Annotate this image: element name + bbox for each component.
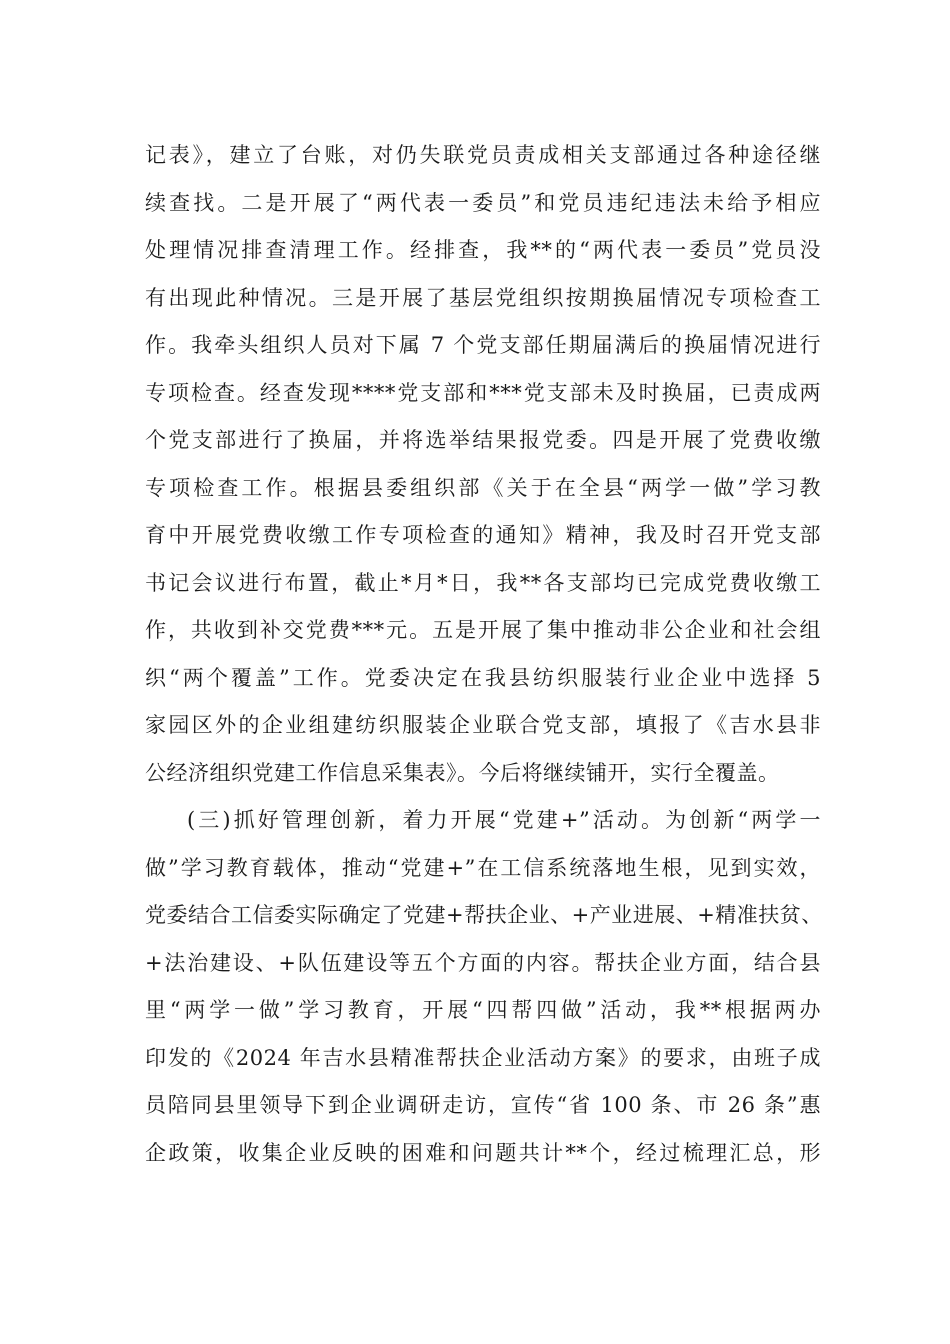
text-line: 作。我牵头组织人员对下属 7 个党支部任期届满后的换届情况进行 [145,333,821,357]
text-line: 专项检查。经查发现****党支部和***党支部未及时换届，已责成两 [145,380,821,405]
text-line: 作，共收到补交党费***元。五是开展了集中推动非公企业和社会组 [145,618,821,642]
text-line: 专项检查工作。根据县委组织部《关于在全县“两学一做”学习教 [145,475,821,500]
text-line: 家园区外的企业组建纺织服装企业联合党支部，填报了《吉水县非 [145,713,821,737]
text-line: 处理情况排查清理工作。经排查，我**的“两代表一委员”党员没 [145,238,821,262]
text-line: 员陪同县里领导下到企业调研走访，宣传“省 100 条、市 26 条”惠 [145,1093,821,1117]
text-line: 里“两学一做”学习教育，开展“四帮四做”活动，我**根据两办 [145,998,821,1022]
body-text [145,132,821,1177]
text-line: 企政策，收集企业反映的困难和问题共计**个，经过梳理汇总，形 [145,1140,821,1165]
text-line: 织“两个覆盖”工作。党委决定在我县纺织服装行业企业中选择 5 [145,665,821,690]
text-line: 党委结合工信委实际确定了党建+帮扶企业、+产业进展、+精准扶贫、 [145,903,823,927]
text-line: 有出现此种情况。三是开展了基层党组织按期换届情况专项检查工 [145,285,821,310]
text-line: 公经济组织党建工作信息采集表》。今后将继续铺开，实行全覆盖。 [145,760,780,785]
text-line: 做”学习教育载体，推动“党建+”在工信系统落地生根，见到实效， [145,855,821,880]
text-line: 个党支部进行了换届，并将选举结果报党委。四是开展了党费收缴 [145,428,821,452]
text-line: +法治建设、+队伍建设等五个方面的内容。帮扶企业方面，结合县 [145,950,821,975]
text-line: 印发的《2024 年吉水县精准帮扶企业活动方案》的要求，由班子成 [145,1045,821,1070]
section-heading-line: (三)抓好管理创新，着力开展“党建+”活动。为创新“两学一 [187,808,821,832]
text-line: 记表》，建立了台账，对仍失联党员责成相关支部通过各种途径继 [145,143,821,167]
text-line: 书记会议进行布置，截止*月*日，我**各支部均已完成党费收缴工 [145,570,821,595]
text-line: 育中开展党费收缴工作专项检查的通知》精神，我及时召开党支部 [145,523,821,547]
text-line: 续查找。二是开展了“两代表一委员”和党员违纪违法未给予相应 [145,190,821,215]
